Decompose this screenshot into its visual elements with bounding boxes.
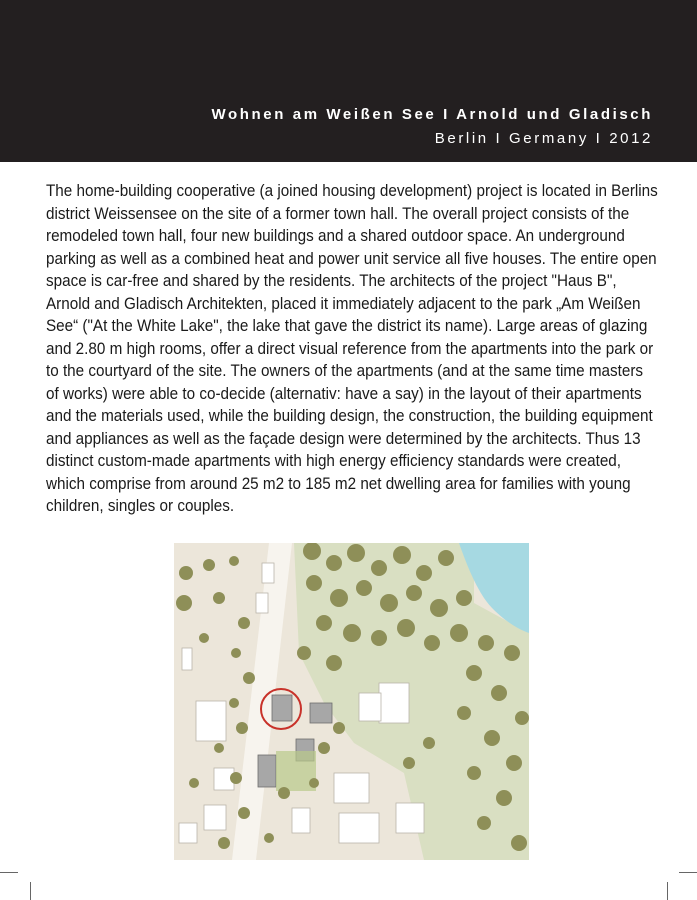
site-plan-image [174, 543, 529, 860]
crop-mark [667, 882, 668, 900]
crop-mark [679, 872, 697, 873]
project-location-year: Berlin I Germany I 2012 [434, 130, 653, 147]
project-description: The home-building cooperative (a joined housing development) project is located in Berlins district Weissensee on the site of a former town hall. The overall project consists of the remodeled town hall, four new buildings and a shared outdoor space. An underground parking as well as a combined heat and power unit service all five houses. The entire open space is car-free and shared by the residents. The architects of the project "Haus B", Arnold and Gladisch Architekten, placed it immediately adjacent to the park „Am Weißen See“ ("At the White Lake", the lake that gave the district its name). Large areas of glazing and 2.80 m high rooms, offer a direct visual reference from the apartments into the park or to the courtyard of the site. The owners of the apartments (and at the same time masters of works) were able to co-decide (alternativ: have a say) in the layout of their apartments and the materials used, while the building design, the construction, the building equipment and appliances as well as the façade design were determined by the architects. Thus 13 distinct custom-made apartments with high energy efficiency standards were created, which comprise from around 25 m2 to 185 m2 net dwelling area for families with young children, singles or couples. [46, 182, 658, 515]
project-title: Wohnen am Weißen See I Arnold und Gladisch [211, 106, 653, 123]
site-plan-drawing [174, 543, 529, 860]
crop-mark [30, 882, 31, 900]
header-banner [0, 0, 697, 162]
crop-mark [0, 872, 18, 873]
